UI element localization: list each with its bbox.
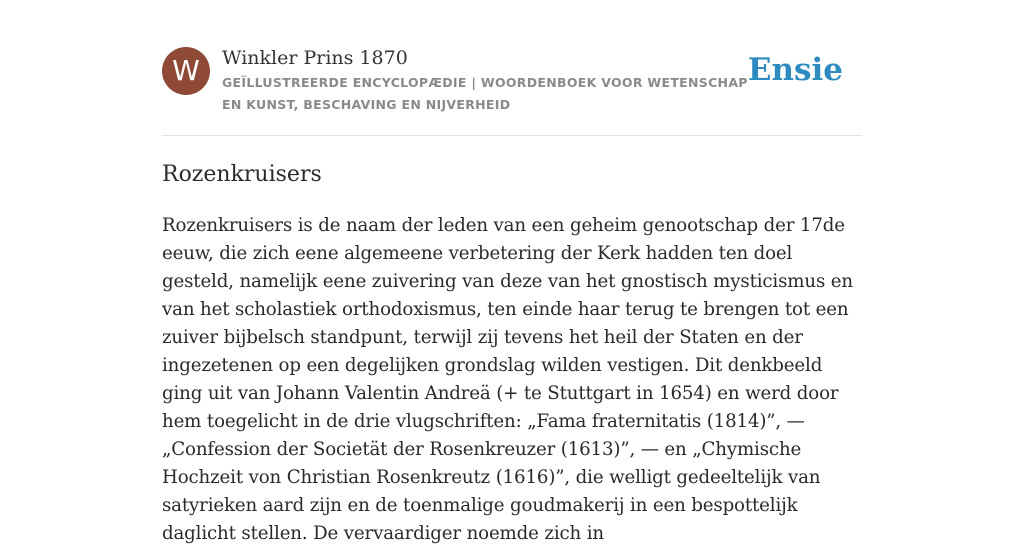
source-title[interactable]: Winkler Prins 1870: [222, 47, 408, 69]
header-divider: [162, 135, 862, 136]
article-title: Rozenkruisers: [162, 162, 322, 187]
source-avatar[interactable]: W: [162, 47, 210, 95]
article-body: Rozenkruisers is de naam der leden van een geheim genootschap der 17de eeuw, die zich eene algemeene verbetering der Kerk hadden ten doel gesteld, namelijk eene zuivering van deze van het gnostisch mysticismus en van het scholastiek orthodoxismus, ten einde haar terug te brengen tot een zuiver bijbelsch standpunt, terwijl zij tevens het heil der Staten en der ingezetenen op een degelijken grondslag wilden vestigen. Dit denkbeeld ging uit van Johann Valentin Andreä (+ te Stuttgart in 1654) en werd door hem toegelicht in de drie vlugschriften: „Fama fraternitatis (1814)”, — „Confession der Societät der Rosenkreuzer (1613)”, — en „Chymische Hochzeit von Christian Rosenkreutz (1616)”, die welligt gedeeltelijk van satyrieken aard zijn en de toenmalige goudmakerij in een bespottelijk daglicht stellen. De vervaardiger noemde zich in: [162, 215, 853, 544]
ensie-logo-link[interactable]: Ensie: [747, 52, 843, 88]
source-header: [162, 46, 862, 116]
source-subtitle: GEÏLLUSTREERDE ENCYCLOPÆDIE | WOORDENBOEK VOOR WETENSCHAP EN KUNST, BESCHAVING EN NIJVERHEID: [222, 75, 748, 112]
